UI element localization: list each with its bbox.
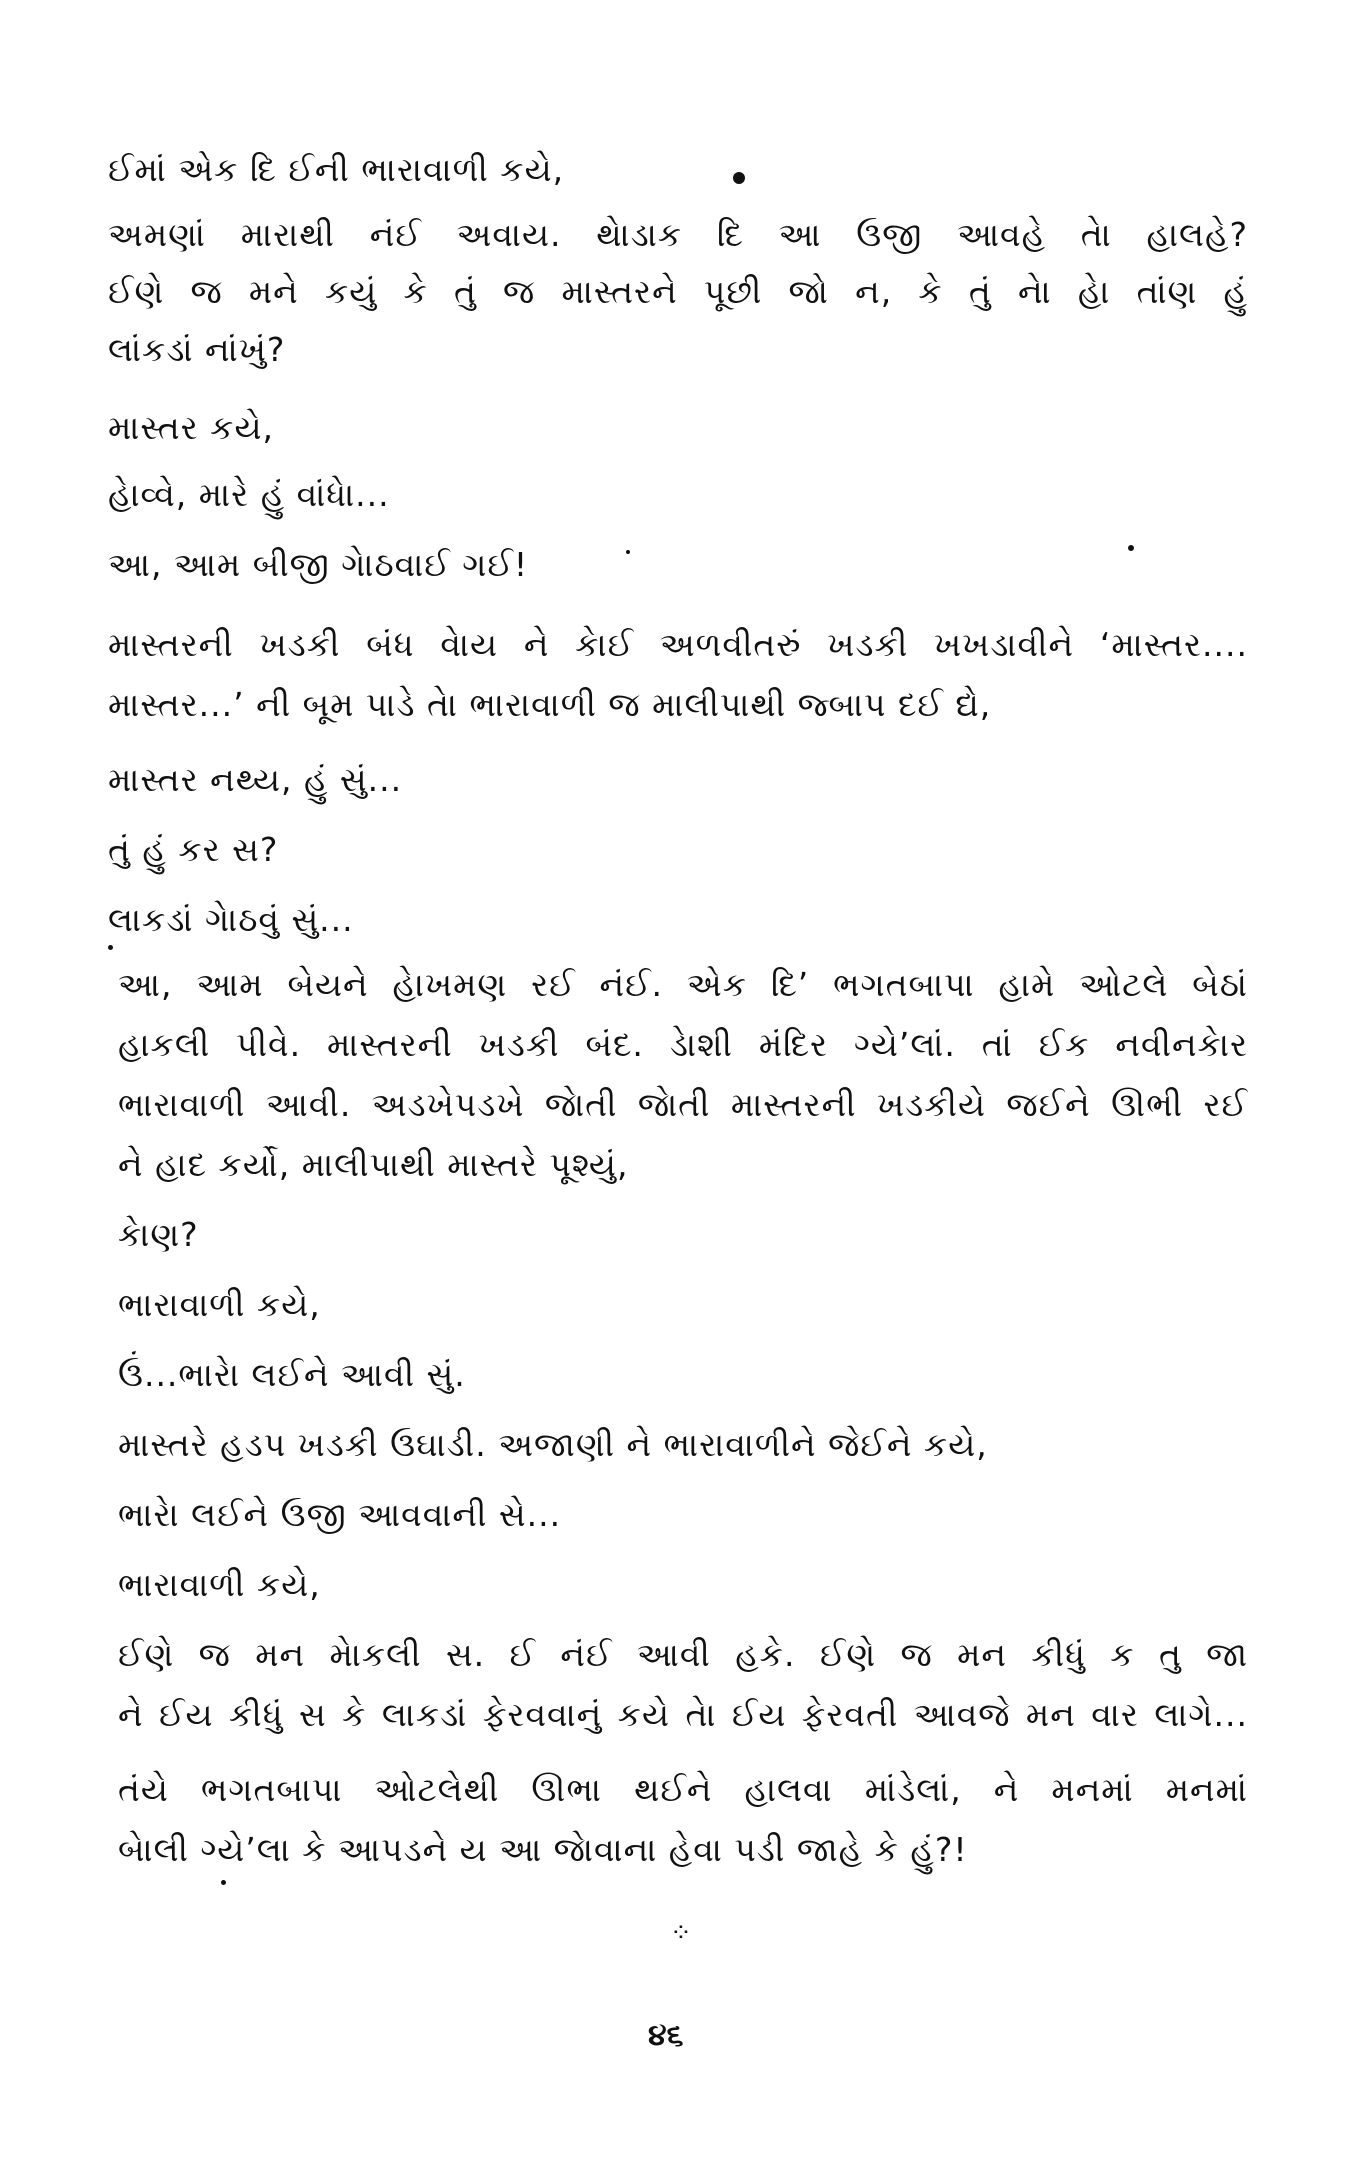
text-line-10: માસ્તર નથ્ય, હું સું... <box>108 760 403 799</box>
ink-speck <box>221 1880 226 1885</box>
ink-speck <box>108 945 113 950</box>
ink-speck <box>626 550 630 554</box>
text-line-19: ઉં...ભારેા લઈને આવી સું. <box>118 1355 466 1394</box>
text-line-4: લાંકડાં નાંખું? <box>108 330 286 369</box>
text-line-11: તું હું કર સ? <box>108 830 279 869</box>
section-ornament: ⁘ <box>670 1918 692 1948</box>
text-line-26: બેાલી ગ્યે’લા કે આપડને ય આ જેાવાના હેવા પડી જાહે કે હું?! <box>118 1830 968 1869</box>
page-number: ૪૬ <box>648 2018 684 2053</box>
text-line-1: ઈમાં એક દિ ઈની ભારાવાળી કયે, <box>108 150 565 189</box>
text-line-22: ભારાવાળી કયે, <box>118 1565 321 1604</box>
text-line-13: આ, આમ બેયને હેાખમણ રઈ નંઈ. એક દિ’ ભગતબાપા હામે ઓટલે બેઠાં <box>118 965 1248 1004</box>
text-line-9: માસ્તર...’ ની બૂમ પાડે તેા ભારાવાળી જ માલીપાથી જ્બાપ દઈ દ્યે, <box>108 685 992 724</box>
text-line-16: ને હાદ કર્યો, માલીપાથી માસ્તરે પૂશ્યું, <box>118 1145 629 1184</box>
text-line-14: હાકલી પીવે. માસ્તરની ખડકી બંદ. ડેાશી મંદિર ગ્યે’લાં. તાં ઈક નવીનકેાર <box>118 1025 1248 1064</box>
text-line-7: આ, આમ બીજી ગેાઠવાઈ ગઈ! <box>108 545 529 584</box>
ink-speck <box>1128 545 1134 551</box>
text-line-18: ભારાવાળી કયે, <box>118 1285 321 1324</box>
text-line-25: તંયે ભગતબાપા ઓટલેથી ઊભા થઈને હાલવા માંડેલાં, ને મનમાં મનમાં <box>118 1770 1248 1809</box>
text-line-2: અમણાં મારાથી નંઈ અવાય. થેાડાક દિ આ ઉજી આવહે તેા હાલહે? <box>108 215 1248 254</box>
text-line-17: કેાણ? <box>118 1215 199 1254</box>
text-line-20: માસ્તરે હડપ ખડકી ઉઘાડી. અજાણી ને ભારાવાળીને જેઈને કયે, <box>118 1425 988 1464</box>
text-line-15: ભારાવાળી આવી. અડખેપડખે જેાતી જેાતી માસ્તરની ખડકીયે જઈને ઊભી રઈ <box>118 1085 1248 1124</box>
ink-speck <box>733 172 745 184</box>
text-line-8: માસ્તરની ખડકી બંધ વેાય ને કેાઈ અળવીતરું ખડકી ખખડાવીને ‘માસ્તર.... <box>108 625 1248 664</box>
text-line-24: ને ઈય કીધું સ કે લાકડાં ફેરવવાનું કયે તેા ઈય ફેરવતી આવજે મન વાર લાગે... <box>118 1695 1248 1734</box>
text-line-12: લાકડાં ગેાઠવું સું... <box>108 900 354 939</box>
text-line-23: ઈણે જ મન મેાકલી સ. ઈ નંઈ આવી હકે. ઈણે જ મન કીધું ક તુ જા <box>118 1635 1248 1674</box>
text-line-3: ઈણે જ મને કયું કે તું જ માસ્તરને પૂછી જો ન, કે તું નેા હેા તાંણ હું <box>108 272 1248 311</box>
text-line-6: હેાવ્વે, મારે હું વાંધેા... <box>108 475 390 514</box>
text-line-21: ભારેા લઈને ઉજી આવવાની સે... <box>118 1495 562 1534</box>
text-line-5: માસ્તર કયે, <box>108 408 274 447</box>
